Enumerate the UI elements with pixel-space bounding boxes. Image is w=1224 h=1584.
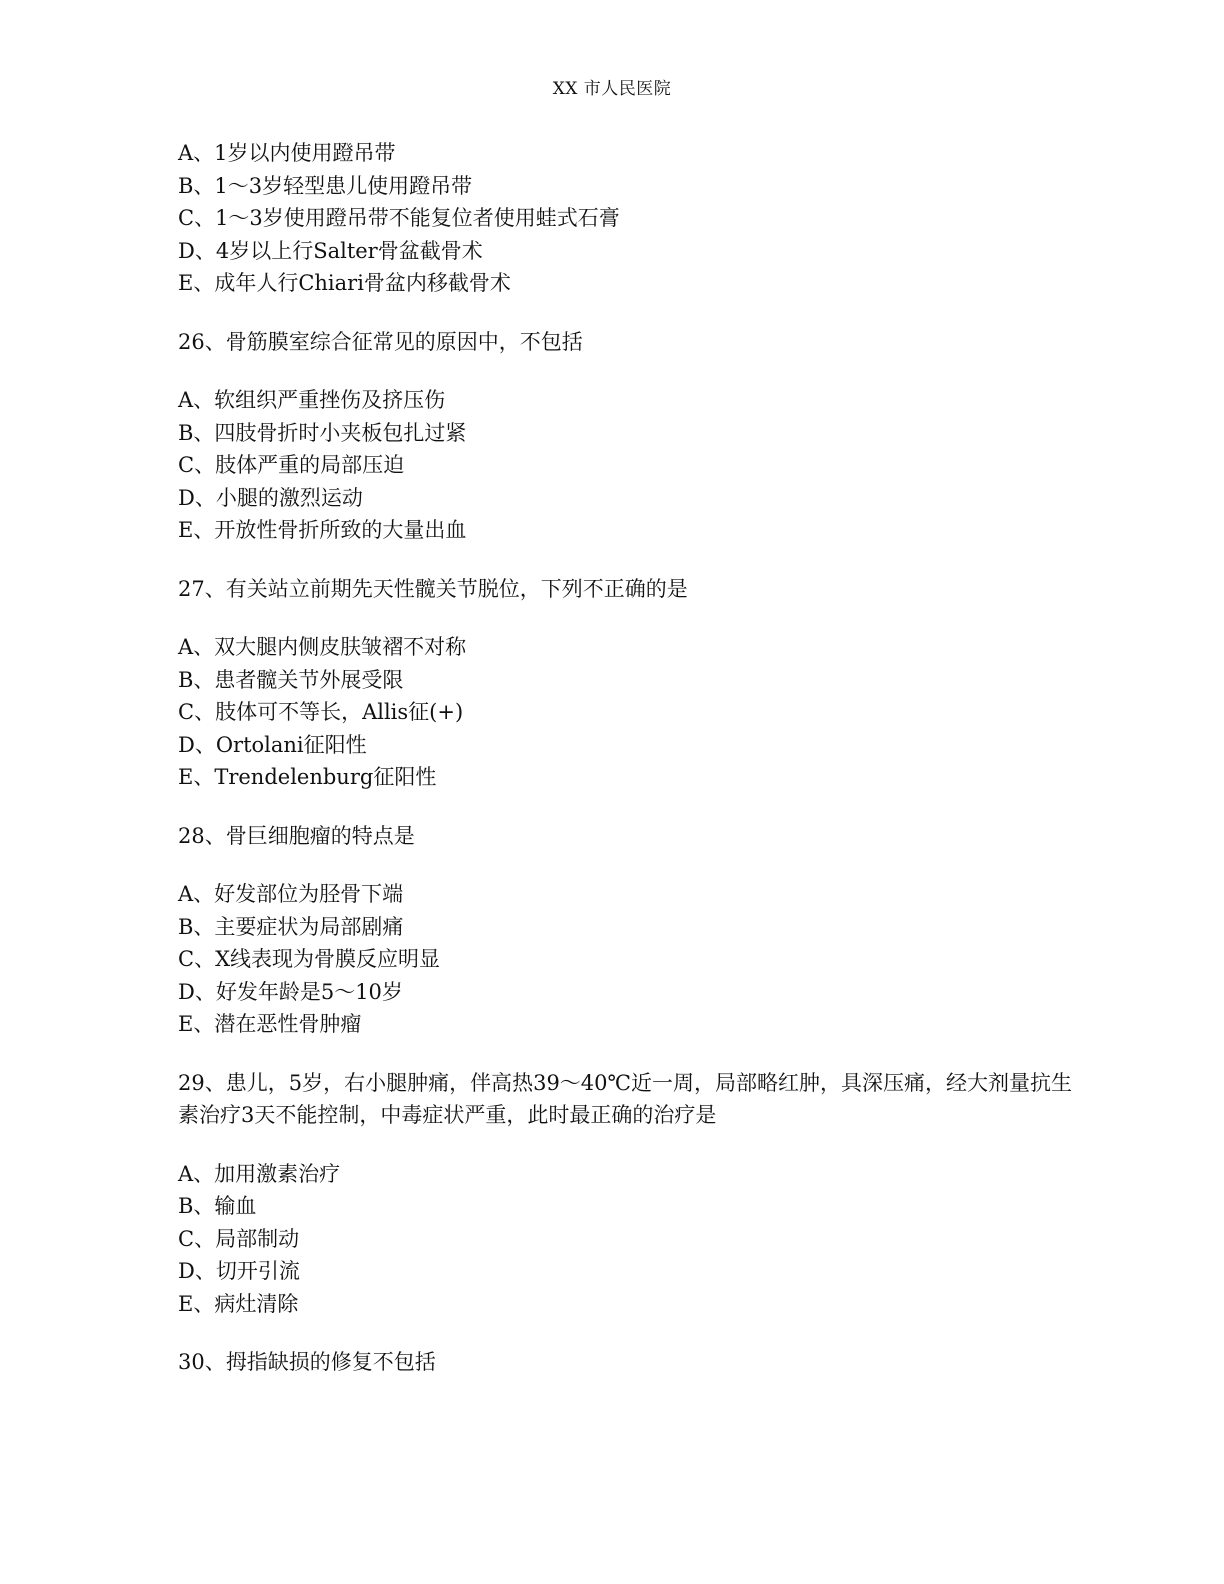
option-a: A、1岁以内使用蹬吊带 [178,141,396,165]
option-c: C、局部制动 [178,1226,300,1251]
option-d: D、Ortolani征阳性 [178,732,367,757]
option-e: E、开放性骨折所致的大量出血 [178,518,467,542]
question-26: 26、骨筋膜室综合征常见的原因中，不包括 [178,329,583,354]
option-c: C、肢体可不等长，Allis征(+) [178,700,464,724]
option-list [178,1158,1078,1321]
option-b: B、主要症状为局部剧痛 [178,914,404,939]
question-28: 28、骨巨细胞瘤的特点是 [178,823,415,848]
option-a: A、好发部位为胫骨下端 [178,882,404,906]
option-b: B、1～3岁轻型患儿使用蹬吊带 [178,173,473,198]
option-d: D、4岁以上行Salter骨盆截骨术 [178,238,483,263]
option-e: E、Trendelenburg征阳性 [178,765,437,789]
question-list [178,137,1078,1405]
option-c: C、肢体严重的局部压迫 [178,453,405,477]
question-27: 27、有关站立前期先天性髋关节脱位，下列不正确的是 [178,576,688,601]
option-a: A、双大腿内侧皮肤皱褶不对称 [178,635,467,659]
option-list [178,631,1078,794]
question-30: 30、拇指缺损的修复不包括 [178,1350,436,1374]
option-a: A、软组织严重挫伤及挤压伤 [178,388,446,412]
option-c: C、1～3岁使用蹬吊带不能复位者使用蛙式石膏 [178,206,620,230]
option-b: B、患者髋关节外展受限 [178,667,404,692]
option-e: E、成年人行Chiari骨盆内移截骨术 [178,271,511,295]
option-a: A、加用激素治疗 [178,1161,341,1186]
page-header: XX 市人民医院 [552,79,672,99]
option-d: D、小腿的激烈运动 [178,485,363,510]
option-e: E、潜在恶性骨肿瘤 [178,1012,362,1036]
option-e: E、病灶清除 [178,1291,299,1316]
option-b: B、四肢骨折时小夹板包扎过紧 [178,420,467,445]
option-b: B、输血 [178,1194,257,1218]
option-list [178,878,1078,1041]
option-d: D、切开引流 [178,1259,300,1283]
question-29: 29、患儿，5岁，右小腿肿痛，伴高热39～40℃近一周，局部略红肿，具深压痛，经大剂量抗生素治疗3天不能控制，中毒症状严重，此时最正确的治疗是 [178,1070,1073,1127]
option-d: D、好发年龄是5～10岁 [178,979,403,1004]
option-list [178,384,1078,547]
option-c: C、X线表现为骨膜反应明显 [178,947,441,971]
option-list [178,137,1078,300]
